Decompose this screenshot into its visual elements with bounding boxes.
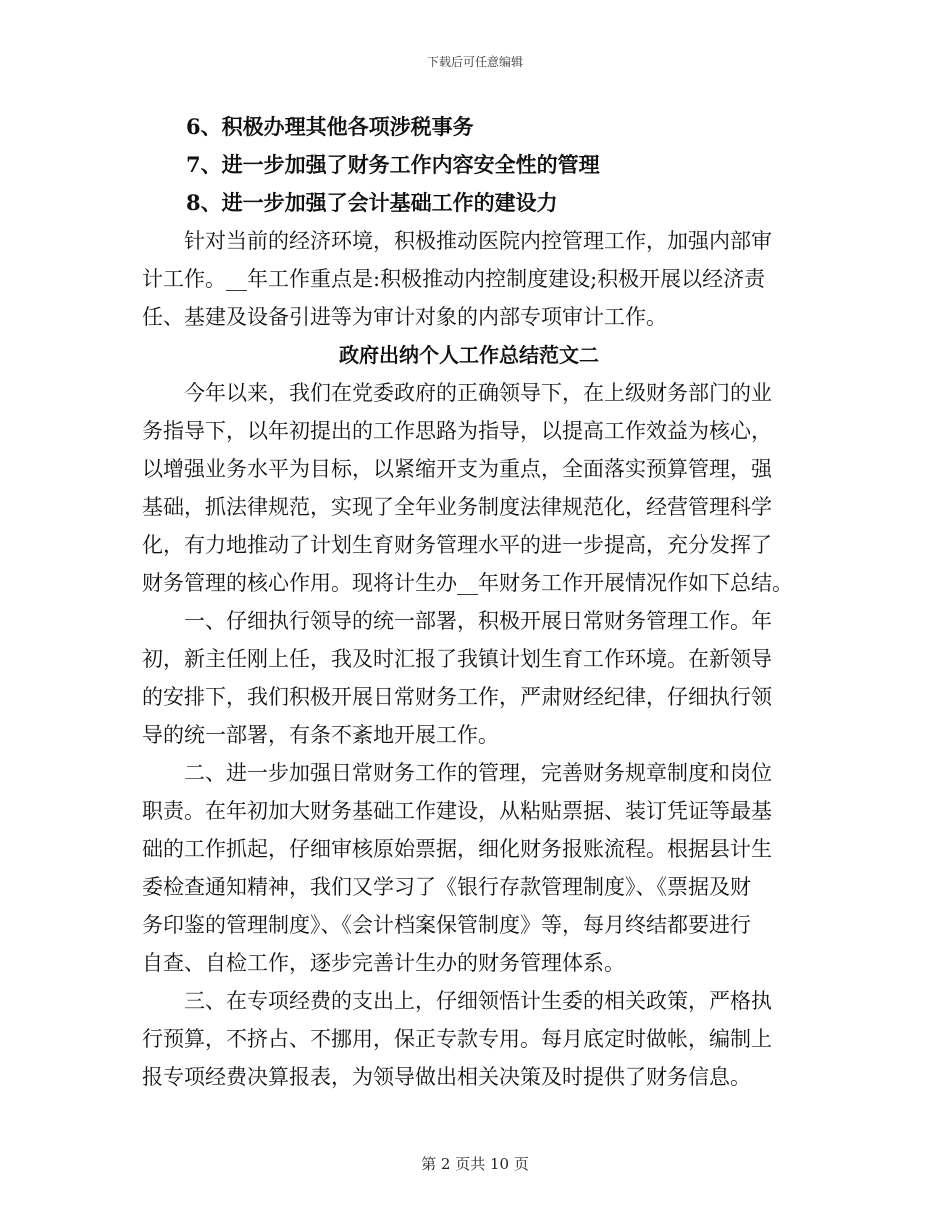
paragraph-two-line-1: 二、进一步加强日常财务工作的管理，完善财务规章制度和岗位 bbox=[184, 761, 772, 785]
paragraph-intro-line-6: 财务管理的核心作用。现将计生办__年财务工作开展情况作如下总结。 bbox=[142, 571, 793, 595]
list-item-8: 8、进一步加强了会计基础工作的建设力 bbox=[186, 190, 558, 215]
page-footer: 第 2 页共 10 页 bbox=[421, 1155, 529, 1173]
paragraph-two-line-5: 务印鉴的管理制度》、《会计档案保管制度》等，每月终结都要进行 bbox=[142, 913, 751, 937]
paragraph-three-line-3: 报专项经费决算报表，为领导做出相关决策及时提供了财务信息。 bbox=[142, 1065, 751, 1089]
paragraph-intro-line-5: 化，有力地推动了计划生育财务管理水平的进一步提高，充分发挥了 bbox=[142, 533, 772, 557]
paragraph-two-line-6: 自查、自检工作，逐步完善计生办的财务管理体系。 bbox=[142, 951, 625, 975]
paragraph-one-line-4: 导的统一部署，有条不紊地开展工作。 bbox=[142, 723, 499, 747]
paragraph-intro-line-1: 今年以来，我们在党委政府的正确领导下，在上级财务部门的业 bbox=[184, 381, 772, 405]
paragraph-intro-line-3: 以增强业务水平为目标，以紧缩开支为重点，全面落实预算管理，强 bbox=[142, 457, 772, 481]
paragraph-two-line-3: 础的工作抓起，仔细审核原始票据，细化财务报账流程。根据县计生 bbox=[142, 837, 772, 861]
paragraph-three-line-1: 三、在专项经费的支出上，仔细领悟计生委的相关政策，严格执 bbox=[184, 989, 772, 1013]
paragraph-three-line-2: 行预算，不挤占、不挪用，保正专款专用。每月底定时做帐，编制上 bbox=[142, 1027, 772, 1051]
paragraph-audit-line-3: 任、基建及设备引进等为审计对象的内部专项审计工作。 bbox=[142, 305, 667, 329]
paragraph-two-line-4: 委检查通知精神，我们又学习了《银行存款管理制度》、《票据及财 bbox=[142, 875, 751, 899]
paragraph-audit-line-2: 计工作。__年工作重点是:积极推动内控制度建设;积极开展以经济责 bbox=[142, 267, 766, 291]
paragraph-audit-line-1: 针对当前的经济环境，积极推动医院内控管理工作，加强内部审 bbox=[184, 229, 772, 253]
list-item-6: 6、积极办理其他各项涉税事务 bbox=[186, 114, 474, 139]
document-body bbox=[142, 108, 808, 1096]
paragraph-intro-line-2: 务指导下，以年初提出的工作思路为指导，以提高工作效益为核心， bbox=[142, 419, 772, 443]
paragraph-one-line-3: 的安排下，我们积极开展日常财务工作，严肃财经纪律，仔细执行领 bbox=[142, 685, 772, 709]
paragraph-one-line-1: 一、仔细执行领导的统一部署，积极开展日常财务管理工作。年 bbox=[184, 609, 772, 633]
paragraph-intro-line-4: 基础，抓法律规范，实现了全年业务制度法律规范化，经营管理科学 bbox=[142, 495, 772, 519]
header-note: 下载后可任意编辑 bbox=[426, 55, 523, 69]
paragraph-one-line-2: 初，新主任刚上任，我及时汇报了我镇计划生育工作环境。在新领导 bbox=[142, 647, 772, 671]
paragraph-two-line-2: 职责。在年初加大财务基础工作建设，从粘贴票据、装订凭证等最基 bbox=[142, 799, 772, 823]
list-item-7: 7、进一步加强了财务工作内容安全性的管理 bbox=[186, 152, 600, 177]
section-title: 政府出纳个人工作总结范文二 bbox=[339, 343, 599, 367]
